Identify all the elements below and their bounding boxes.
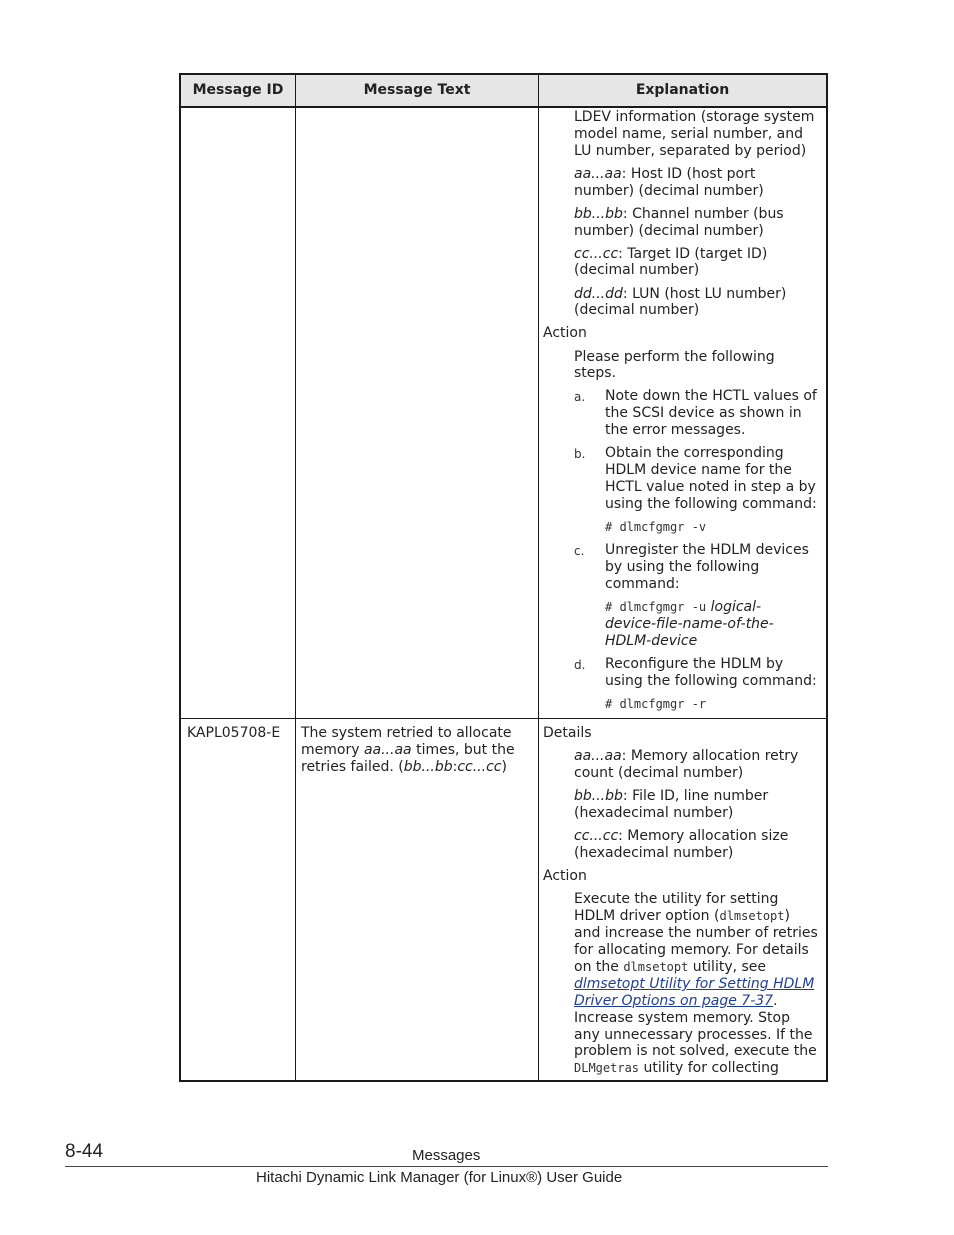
table-header	[181, 75, 826, 108]
command-argument: HDLM-device	[605, 633, 698, 649]
explanation-text: on the dlmsetopt utility, see	[574, 959, 767, 975]
utility-name: dlmsetopt	[719, 909, 785, 923]
column-divider	[295, 75, 296, 1080]
row-divider	[181, 718, 826, 719]
explanation-text: (hexadecimal number)	[574, 805, 734, 821]
variable-description: dd...dd: LUN (host LU number)	[574, 286, 787, 302]
utility-name: dlmsetopt	[623, 960, 689, 974]
explanation-text: for allocating memory. For details	[574, 942, 809, 958]
variable-name: dd...dd	[574, 286, 623, 302]
header-message-text: Message Text	[363, 82, 471, 98]
command-text: # dlmcfgmgr -u	[605, 600, 707, 614]
variable-description: bb...bb: Channel number (bus	[574, 206, 784, 222]
variable-description: aa...aa: Host ID (host port	[574, 166, 756, 182]
column-divider	[538, 75, 539, 1080]
explanation-text: problem is not solved, execute the	[574, 1043, 817, 1059]
explanation-text: Execute the utility for setting	[574, 891, 779, 907]
step-text: using the following command:	[605, 496, 817, 512]
step-text: command:	[605, 576, 680, 592]
step-text: the SCSI device as shown in	[605, 405, 802, 421]
variable-name: bb...bb	[403, 759, 453, 775]
explanation-text: LDEV information (storage system	[574, 109, 815, 125]
explanation-text: number) (decimal number)	[574, 183, 764, 199]
variable-name: cc...cc	[574, 246, 619, 262]
step-text: using the following command:	[605, 673, 817, 689]
step-marker: b.	[574, 447, 586, 461]
step-text: Reconfigure the HDLM by	[605, 656, 784, 672]
explanation-text: DLMgetras utility for collecting	[574, 1060, 779, 1076]
step-text: Unregister the HDLM devices	[605, 542, 809, 558]
step-text: the error messages.	[605, 422, 746, 438]
step-text: Obtain the corresponding	[605, 445, 784, 461]
message-id: KAPL05708-E	[187, 725, 281, 741]
footer-title: Hitachi Dynamic Link Manager (for Linux®) User Guide	[256, 1169, 623, 1186]
explanation-text: LU number, separated by period)	[574, 143, 807, 159]
step-text: Note down the HCTL values of	[605, 388, 817, 404]
explanation-text: Driver Options on page 7-37.	[574, 993, 778, 1009]
variable-name: cc...cc	[457, 759, 502, 775]
page-number: 8-44	[65, 1141, 104, 1162]
explanation-text: HDLM driver option (dlmsetopt)	[574, 908, 790, 924]
command-text: # dlmcfgmgr -v	[605, 520, 707, 534]
step-marker: a.	[574, 390, 586, 404]
command-line	[605, 599, 761, 616]
footer-divider	[65, 1166, 828, 1167]
section-label-action: Action	[543, 325, 587, 341]
variable-description: cc...cc: Memory allocation size	[574, 828, 789, 844]
footer-section: Messages	[412, 1147, 481, 1164]
header-message-id: Message ID	[192, 82, 284, 98]
variable-description: cc...cc: Target ID (target ID)	[574, 246, 768, 262]
explanation-text: count (decimal number)	[574, 765, 744, 781]
variable-name: bb...bb	[574, 788, 623, 804]
command-argument: device-file-name-of-the-	[605, 616, 774, 632]
variable-name: cc...cc	[574, 828, 619, 844]
message-text: The system retried to allocate	[301, 725, 512, 741]
command-argument: logical-	[710, 599, 762, 615]
step-marker: d.	[574, 658, 586, 672]
variable-name: aa...aa	[363, 742, 412, 758]
variable-description: bb...bb: File ID, line number	[574, 788, 769, 804]
variable-name: bb...bb	[574, 206, 623, 222]
explanation-text: any unnecessary processes. If the	[574, 1027, 813, 1043]
explanation-text: steps.	[574, 365, 617, 381]
message-table	[179, 73, 828, 1082]
explanation-text: (hexadecimal number)	[574, 845, 734, 861]
section-label-details: Details	[543, 725, 592, 741]
explanation-text: and increase the number of retries	[574, 925, 818, 941]
variable-description: aa...aa: Memory allocation retry	[574, 748, 799, 764]
command-text: # dlmcfgmgr -r	[605, 697, 707, 711]
section-label-action: Action	[543, 868, 587, 884]
utility-name: DLMgetras	[574, 1061, 640, 1075]
dlmsetopt-link[interactable]: Driver Options on page 7-37	[574, 993, 774, 1009]
explanation-text: (decimal number)	[574, 302, 700, 318]
explanation-text: model name, serial number, and	[574, 126, 803, 142]
explanation-text: Please perform the following	[574, 349, 775, 365]
variable-name: aa...aa	[574, 166, 622, 182]
explanation-text: number) (decimal number)	[574, 223, 764, 239]
variable-name: aa...aa	[574, 748, 622, 764]
message-text: retries failed. (bb...bb:cc...cc)	[301, 759, 507, 775]
step-marker: c.	[574, 544, 585, 558]
step-text: HCTL value noted in step a by	[605, 479, 816, 495]
dlmsetopt-link[interactable]: dlmsetopt Utility for Setting HDLM	[574, 976, 815, 992]
header-explanation: Explanation	[635, 82, 730, 98]
explanation-text: (decimal number)	[574, 262, 700, 278]
message-text: memory aa...aa times, but the	[301, 742, 515, 758]
explanation-text: Increase system memory. Stop	[574, 1010, 790, 1026]
step-text: HDLM device name for the	[605, 462, 792, 478]
step-text: by using the following	[605, 559, 760, 575]
